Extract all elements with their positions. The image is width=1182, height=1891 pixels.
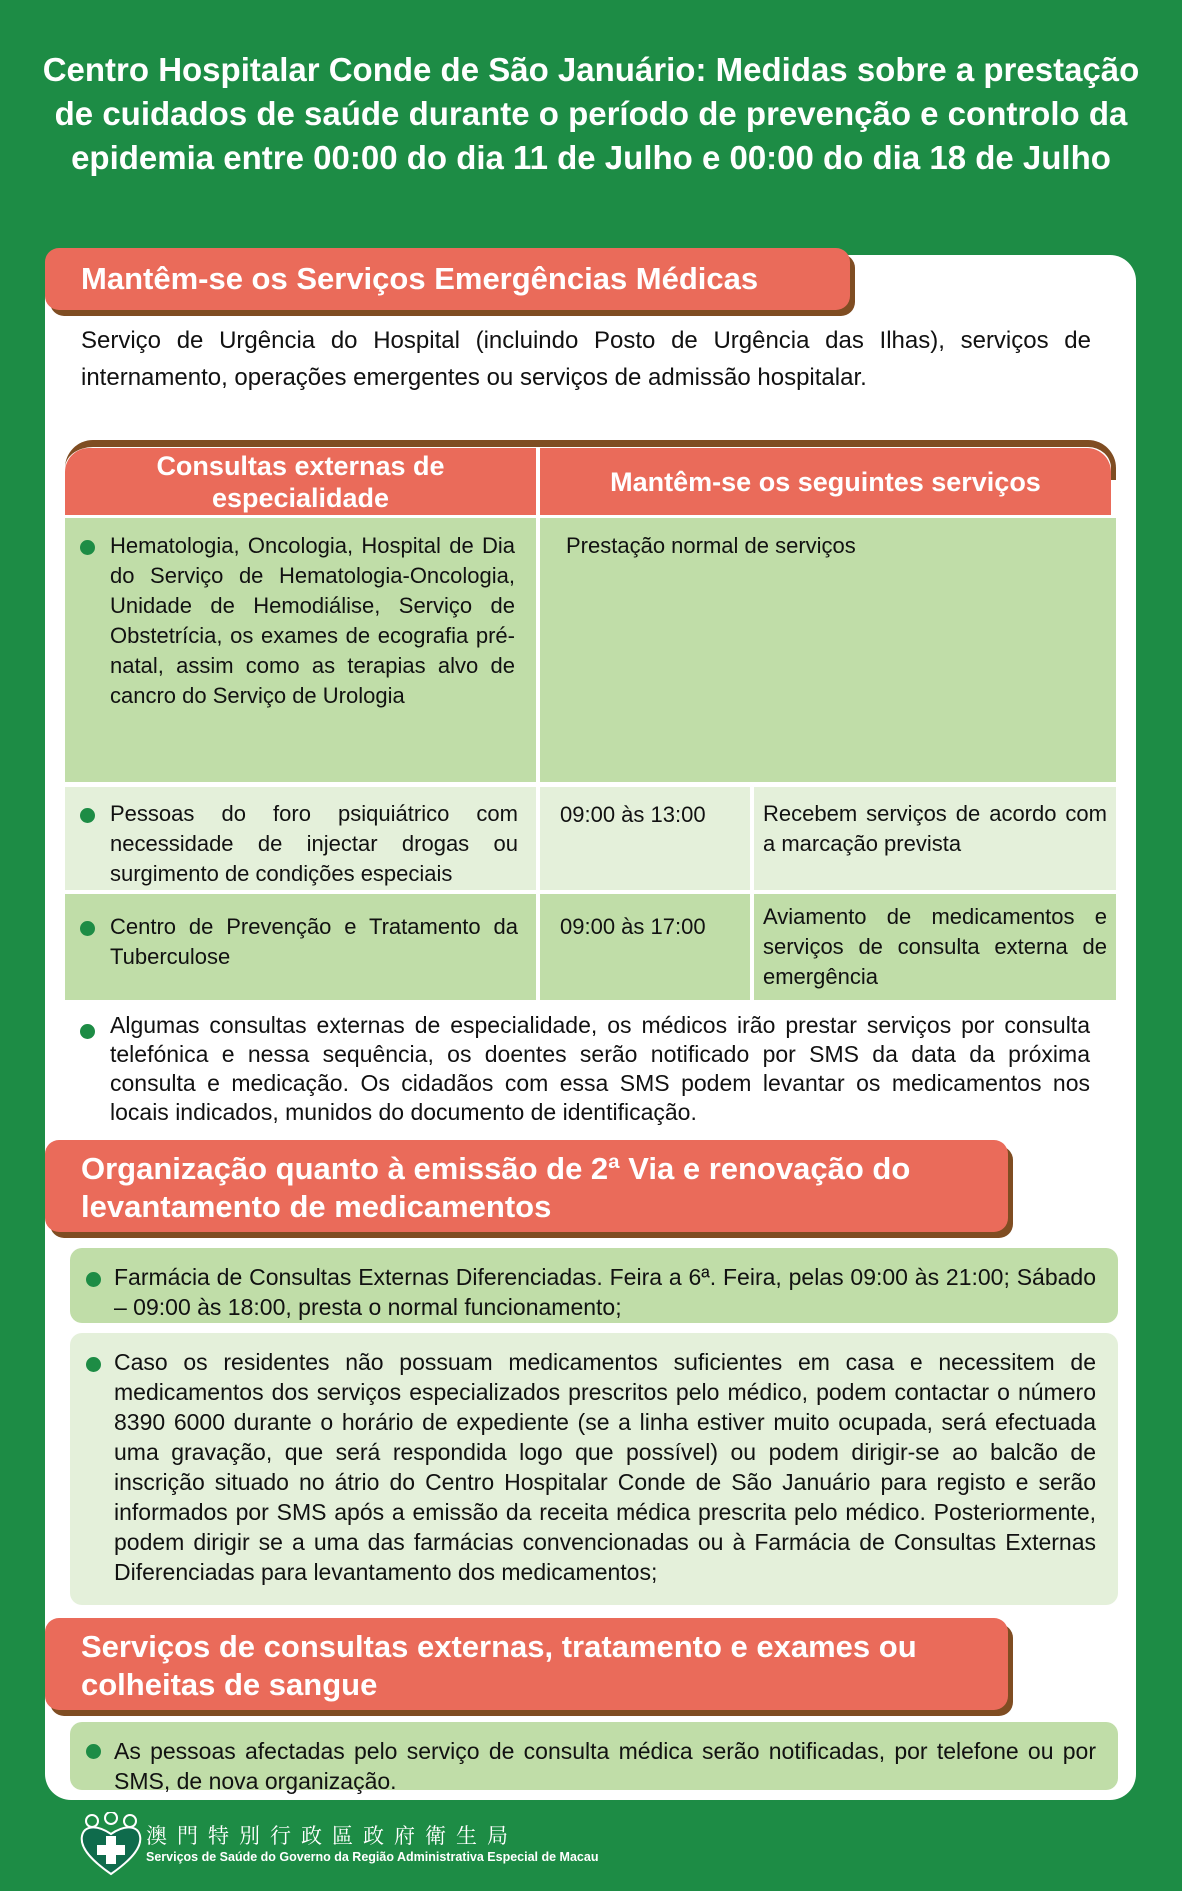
bullet-icon xyxy=(86,1357,101,1372)
row-hours: 09:00 às 13:00 xyxy=(560,802,706,827)
bullet-icon xyxy=(80,1024,95,1039)
row-service: Centro de Prevenção e Tratamento da Tuberculose xyxy=(110,914,518,969)
row-service: Pessoas do foro psiquiátrico com necessidade de injectar drogas ou surgimento de condições especiais xyxy=(110,801,518,886)
table-row-detail xyxy=(540,518,1116,782)
row-service: Hematologia, Oncologia, Hospital de Dia do Serviço de Hematologia-Oncologia, Unidade de Hemodiálise, Serviço de Obstetrícia, os exames de ecografia pré-natal, assim como as terapias alvo de cancro do Serviço de Urologia xyxy=(110,533,515,708)
section-heading-emergency: Mantêm-se os Serviços Emergências Médicas xyxy=(45,248,850,310)
org-name-chinese: 澳門特別行政區政府衛生局 xyxy=(146,1825,518,1848)
info-box xyxy=(70,1248,1118,1323)
page-title: Centro Hospitalar Conde de São Januário: Medidas sobre a prestação de cuidados de saúde durante o período de prevenção e controlo da epidemia entre 00:00 do dia 11 de Julho e 00:00 do dia 18 de Julho xyxy=(42,51,1140,176)
row-detail: Recebem serviços de acordo com a marcação prevista xyxy=(763,801,1107,856)
row-hours-cell xyxy=(540,894,750,1000)
bullet-icon xyxy=(80,921,95,936)
row-detail: Aviamento de medicamentos e serviços de consulta externa de emergência xyxy=(763,904,1107,989)
bullet-icon xyxy=(80,540,95,555)
row-hours: 09:00 às 17:00 xyxy=(560,914,706,939)
org-name-portuguese: Serviços de Saúde do Governo da Região Administrativa Especial de Macau xyxy=(146,1850,599,1864)
row-detail: Prestação normal de serviços xyxy=(566,533,856,558)
heart-cross-logo-icon xyxy=(78,1812,144,1878)
specialty-note: Algumas consultas externas de especialidade, os médicos irão prestar serviços por consulta telefónica e nessa sequência, os doentes serão notificado por SMS da data da próxima consulta e medicação. Os cidadãos com essa SMS podem levantar os medicamentos nos locais indicados, munidos do documento de identificação. xyxy=(110,1012,1090,1125)
bullet-icon xyxy=(86,1744,101,1759)
table-row xyxy=(65,894,536,1000)
section-heading-consultations: Serviços de consultas externas, tratamento e exames ou colheitas de sangue xyxy=(45,1618,1008,1710)
row-detail-cell xyxy=(754,787,1116,890)
info-text: As pessoas afectadas pelo serviço de consulta médica serão notificadas, por telefone ou por SMS, de nova organização. xyxy=(114,1738,1096,1794)
bullet-icon xyxy=(86,1272,101,1287)
bullet-icon xyxy=(80,808,95,823)
info-text: Farmácia de Consultas Externas Diferenciadas. Feira a 6ª. Feira, pelas 09:00 às 21:00; Sábado – 09:00 às 18:00, presta o normal funcionamento; xyxy=(114,1264,1096,1320)
table-header-services: Mantêm-se os seguintes serviços xyxy=(540,448,1111,515)
row-hours-cell xyxy=(540,787,750,890)
section-heading-medication: Organização quanto à emissão de 2ª Via e renovação do levantamento de medicamentos xyxy=(45,1140,1008,1232)
info-box xyxy=(70,1333,1118,1605)
info-text: Caso os residentes não possuam medicamentos suficientes em casa e necessitem de medicamentos dos serviços especializados prescritos pelo médico, podem contactar o número 8390 6000 durante o horário de expediente (se a linha estiver muito ocupada, será efectuada uma gravação, que será respondida logo que possível) ou podem dirigir-se ao balcão de inscrição situado no átrio do Centro Hospitalar Conde de São Januário para registo e serão informados por SMS após a emissão da receita médica prescrita pelo médico. Posteriormente, podem dirigir se a uma das farmácias convencionadas ou à Farmácia de Consultas Externas Diferenciadas para levantamento dos medicamentos; xyxy=(114,1349,1096,1585)
table-header-specialty: Consultas externas de especialidade xyxy=(65,448,536,515)
row-detail-cell xyxy=(754,894,1116,1000)
table-row xyxy=(65,787,536,890)
table-row xyxy=(65,518,536,782)
info-box xyxy=(70,1722,1118,1794)
emergency-intro-text: Serviço de Urgência do Hospital (incluindo Posto de Urgência das Ilhas), serviços de internamento, operações emergentes ou serviços de admissão hospitalar. xyxy=(81,327,1091,391)
